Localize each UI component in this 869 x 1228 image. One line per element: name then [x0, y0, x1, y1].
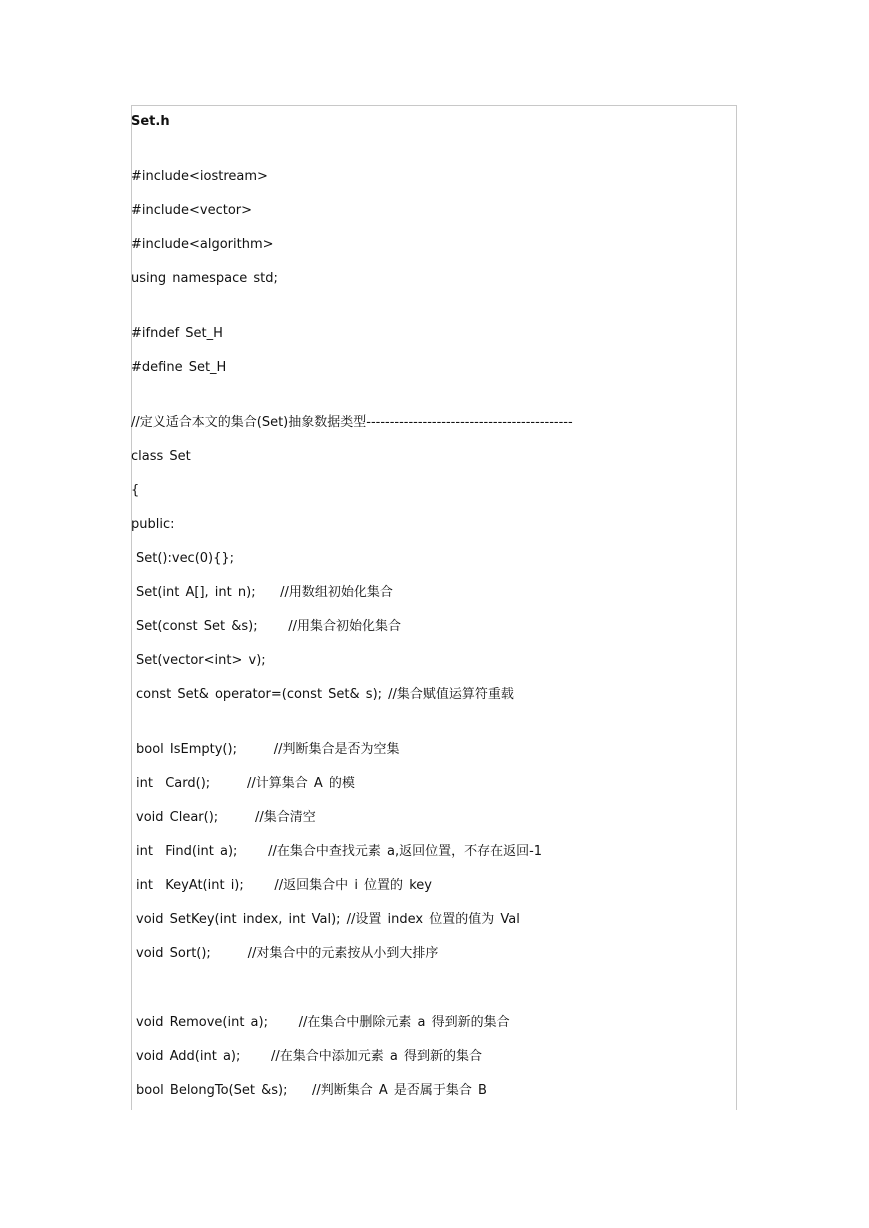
code-line-isempty: bool IsEmpty(); //判断集合是否为空集 [136, 742, 400, 757]
code-line-vector-ctor: Set(vector<int> v); [136, 653, 266, 668]
code-line-include-algorithm: #include<algorithm> [131, 237, 274, 252]
code-line-sort: void Sort(); //对集合中的元素按从小到大排序 [136, 946, 439, 961]
code-line-using-namespace: using namespace std; [131, 271, 278, 286]
code-line-open-brace: { [131, 483, 140, 498]
code-line-card: int Card(); //计算集合 A 的模 [136, 776, 355, 791]
code-line-clear: void Clear(); //集合清空 [136, 810, 316, 825]
code-line-copy-ctor: Set(const Set &s); //用集合初始化集合 [136, 619, 402, 634]
code-line-setkey: void SetKey(int index, int Val); //设置 index 位置的值为 Val [136, 912, 520, 927]
code-line-belongto: bool BelongTo(Set &s); //判断集合 A 是否属于集合 B [136, 1083, 487, 1098]
code-line-assign-operator: const Set& operator=(const Set& s); //集合赋值运算符重载 [136, 687, 514, 702]
code-line-comment-adt: //定义适合本文的集合(Set)抽象数据类型-------------------------------------------- [131, 415, 573, 430]
code-line-keyat: int KeyAt(int i); //返回集合中 i 位置的 key [136, 878, 432, 893]
code-line-public: public: [131, 517, 175, 532]
code-line-include-iostream: #include<iostream> [131, 169, 268, 184]
code-line-ifndef: #ifndef Set_H [131, 326, 223, 341]
code-line-include-vector: #include<vector> [131, 203, 253, 218]
file-title: Set.h [131, 114, 170, 129]
code-line-add: void Add(int a); //在集合中添加元素 a 得到新的集合 [136, 1049, 483, 1064]
code-line-define: #define Set_H [131, 360, 227, 375]
code-line-array-ctor: Set(int A[], int n); //用数组初始化集合 [136, 585, 393, 600]
code-line-remove: void Remove(int a); //在集合中删除元素 a 得到新的集合 [136, 1015, 510, 1030]
code-line-default-ctor: Set():vec(0){}; [136, 551, 235, 566]
code-line-find: int Find(int a); //在集合中查找元素 a,返回位置，不存在返回-1 [136, 844, 543, 859]
code-line-class-set: class Set [131, 449, 191, 464]
